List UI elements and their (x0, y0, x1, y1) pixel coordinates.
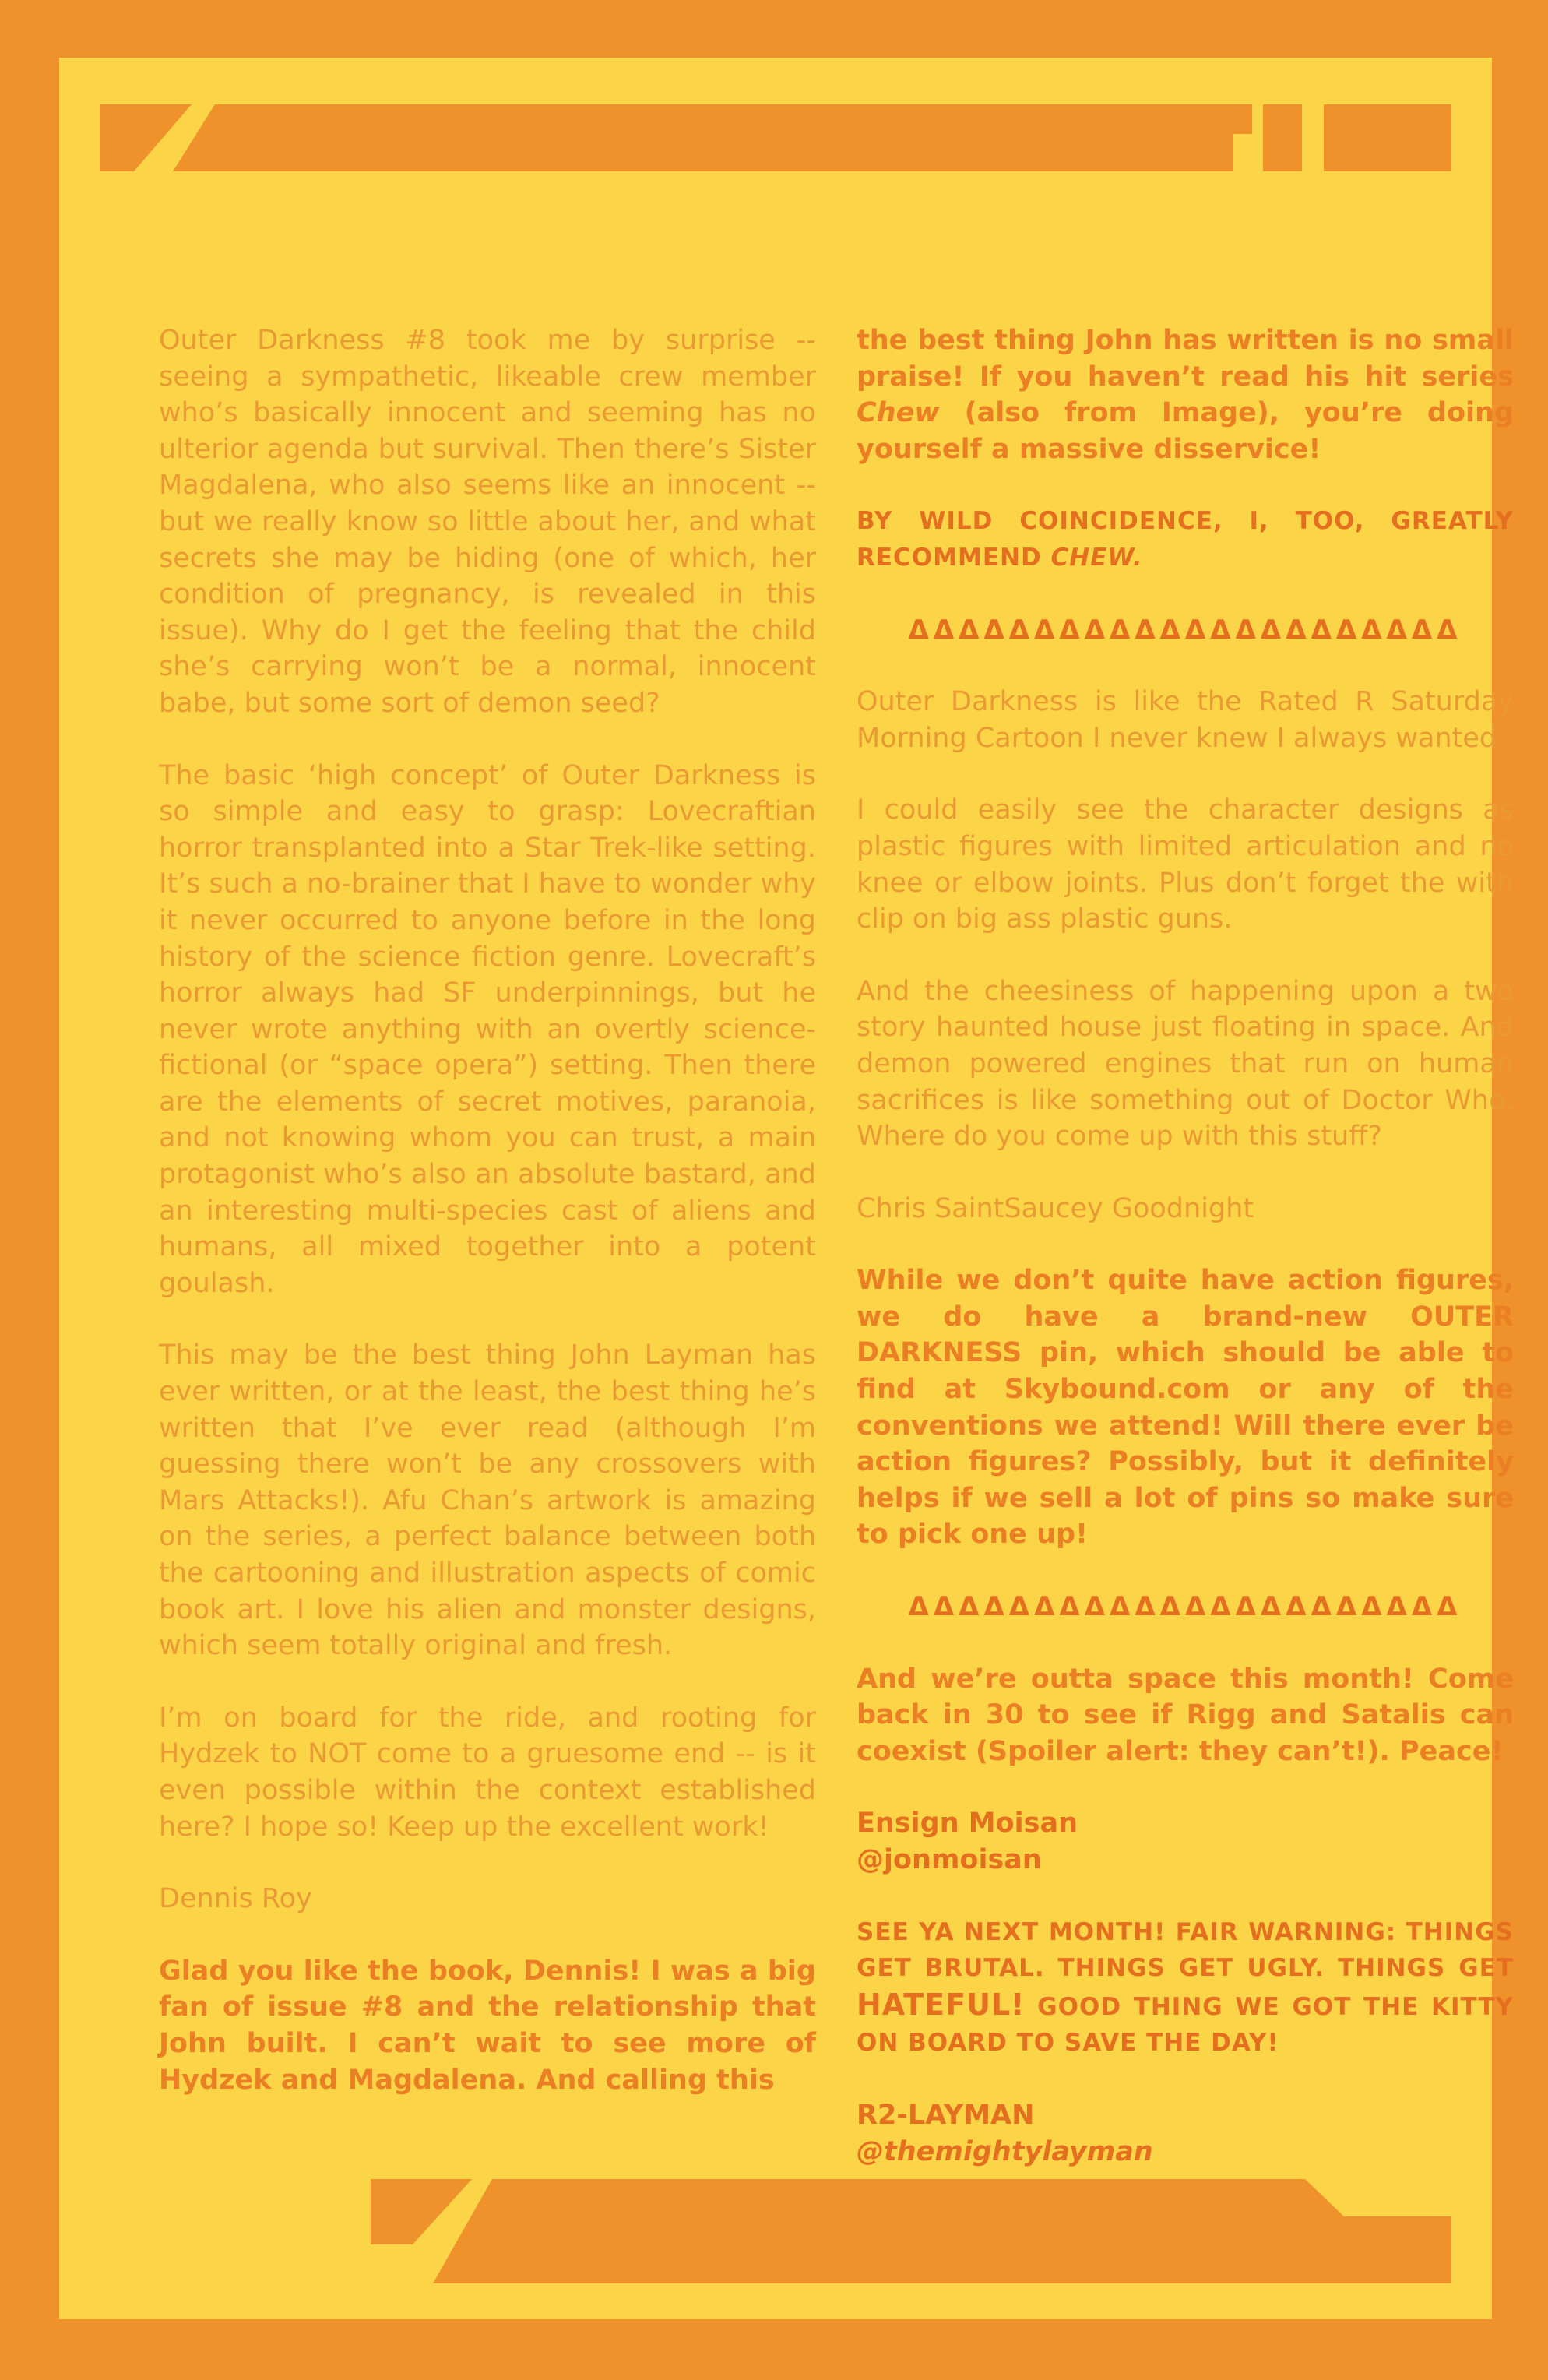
top-bracket-block (1263, 104, 1302, 171)
letters-panel (59, 58, 1514, 2319)
editor-name: Ensign Moisan (857, 1808, 1078, 1840)
teaser-text: SEE YA NEXT MONTH! FAIR WARNING: THINGS GET BRUTAL. THINGS GET UGLY. THINGS GET (857, 1917, 1514, 1983)
writer-signoff (857, 2097, 1514, 2170)
editor-signoff (857, 1805, 1514, 1878)
delta-divider: ΔΔΔΔΔΔΔΔΔΔΔΔΔΔΔΔΔΔΔΔΔΔ (908, 1591, 1462, 1623)
reply-title-chew: Chew (857, 397, 940, 429)
reply-text: (also from Image), you’re doing yourself a massive disservice! (857, 397, 1514, 465)
letter-paragraph: And the cheesiness of happening upon a two story haunted house just floating in space. And demon powered engines that run on human sacrifices is like something out of Doctor Who. Where do you come up with this stuff? (857, 975, 1514, 1153)
reply-text: the best thing John has written is no small praise! If you haven’t read his hit series (857, 325, 1514, 393)
top-bracket-bar (173, 104, 1252, 171)
letter-paragraph: Outer Darkness is like the Rated R Saturday Morning Cartoon I never knew I always wanted. (857, 686, 1514, 754)
note-title-chew: CHEW. (1050, 543, 1143, 572)
layman-note (857, 503, 1514, 576)
editor-reply: Glad you like the book, Dennis! I was a big fan of issue #8 and the relationship that John built. I can’t wait to see more of Hydzek and Magdalena. And calling this (159, 1955, 816, 2096)
teaser-text: GOOD THING WE GOT THE KITTY ON BOARD TO SAVE THE DAY! (857, 1992, 1514, 2058)
writer-handle: @themightylayman (857, 2135, 1153, 2167)
letter-paragraph: I could easily see the character designs as plastic figures with limited articulation and no knee or elbow joints. Plus don’t forget the with clip on big ass plastic guns. (857, 794, 1514, 935)
letter-paragraph: I’m on board for the ride, and rooting for Hydzek to NOT come to a gruesome end -- is it even possible within the context established here? I hope so! Keep up the excellent work! (159, 1702, 816, 1843)
next-month-teaser (857, 1914, 1514, 2061)
writer-name: R2-LAYMAN (857, 2099, 1035, 2131)
editor-reply: While we don’t quite have action figures, we do have a brand-new OUTER DARKNESS pin, which should be able to find at Skybound.com or any of the conventions we attend! Will there ever be action figures? Possibly, but it definitely helps if we sell a lot of pins so make sure to pick one up! (857, 1265, 1514, 1551)
left-column (159, 322, 816, 2134)
letter-signature: Chris SaintSaucey Goodnight (857, 1192, 1254, 1224)
bottom-bracket-left (371, 2179, 472, 2244)
top-bracket-left (100, 104, 192, 171)
right-column (857, 322, 1514, 2206)
letter-signature: Dennis Roy (159, 1883, 312, 1915)
teaser-hateful: HATEFUL! (857, 1987, 1026, 2022)
top-bracket-right (1324, 104, 1451, 171)
delta-divider: ΔΔΔΔΔΔΔΔΔΔΔΔΔΔΔΔΔΔΔΔΔΔ (908, 614, 1462, 646)
editor-reply-continued (857, 322, 1514, 467)
letter-paragraph: Outer Darkness #8 took me by surprise -- seeing a sympathetic, likeable crew member who’s basically innocent and seeming has no ulterior agenda but survival. Then there’s Sister Magdalena, who also seems like an innocent -- but we really know so little about her, and what secrets she may be hiding (one of which, her condition of pregnancy, is revealed in this issue). Why do I get the feeling that the child she’s carrying won’t be a normal, innocent babe, but some sort of demon seed? (159, 325, 816, 719)
closing-note: And we’re outta space this month! Come back in 30 to see if Rigg and Satalis can coexist (Spoiler alert: they can’t!). Peace! (857, 1663, 1514, 1767)
editor-handle: @jonmoisan (857, 1844, 1042, 1875)
letter-paragraph: The basic ‘high concept’ of Outer Darkness is so simple and easy to grasp: Lovecraftian horror transplanted into a Star Trek-like setting. It’s such a no-brainer that I have to wonder why it never occurred to anyone before in the long history of the science fiction genre. Lovecraft’s horror always had SF underpinnings, but he never wrote anything with an overtly science-fictional (or “space opera”) setting. Then there are the elements of secret motives, paranoia, and not knowing whom you can trust, a main protagonist who’s also an absolute bastard, and an interesting multi-species cast of aliens and humans, all mixed together into a potent goulash. (159, 759, 816, 1299)
letter-paragraph: This may be the best thing John Layman has ever written, or at the least, the best thing he’s written that I’ve ever read (although I’m guessing there won’t be any crossovers with Mars Attacks!). Afu Chan’s artwork is amazing on the series, a perfect balance between both the cartooning and illustration aspects of comic book art. I love his alien and monster designs, which seem totally original and fresh. (159, 1340, 816, 1662)
note-text: BY WILD COINCIDENCE, I, TOO, GREATLY RECOMMEND (857, 507, 1514, 572)
